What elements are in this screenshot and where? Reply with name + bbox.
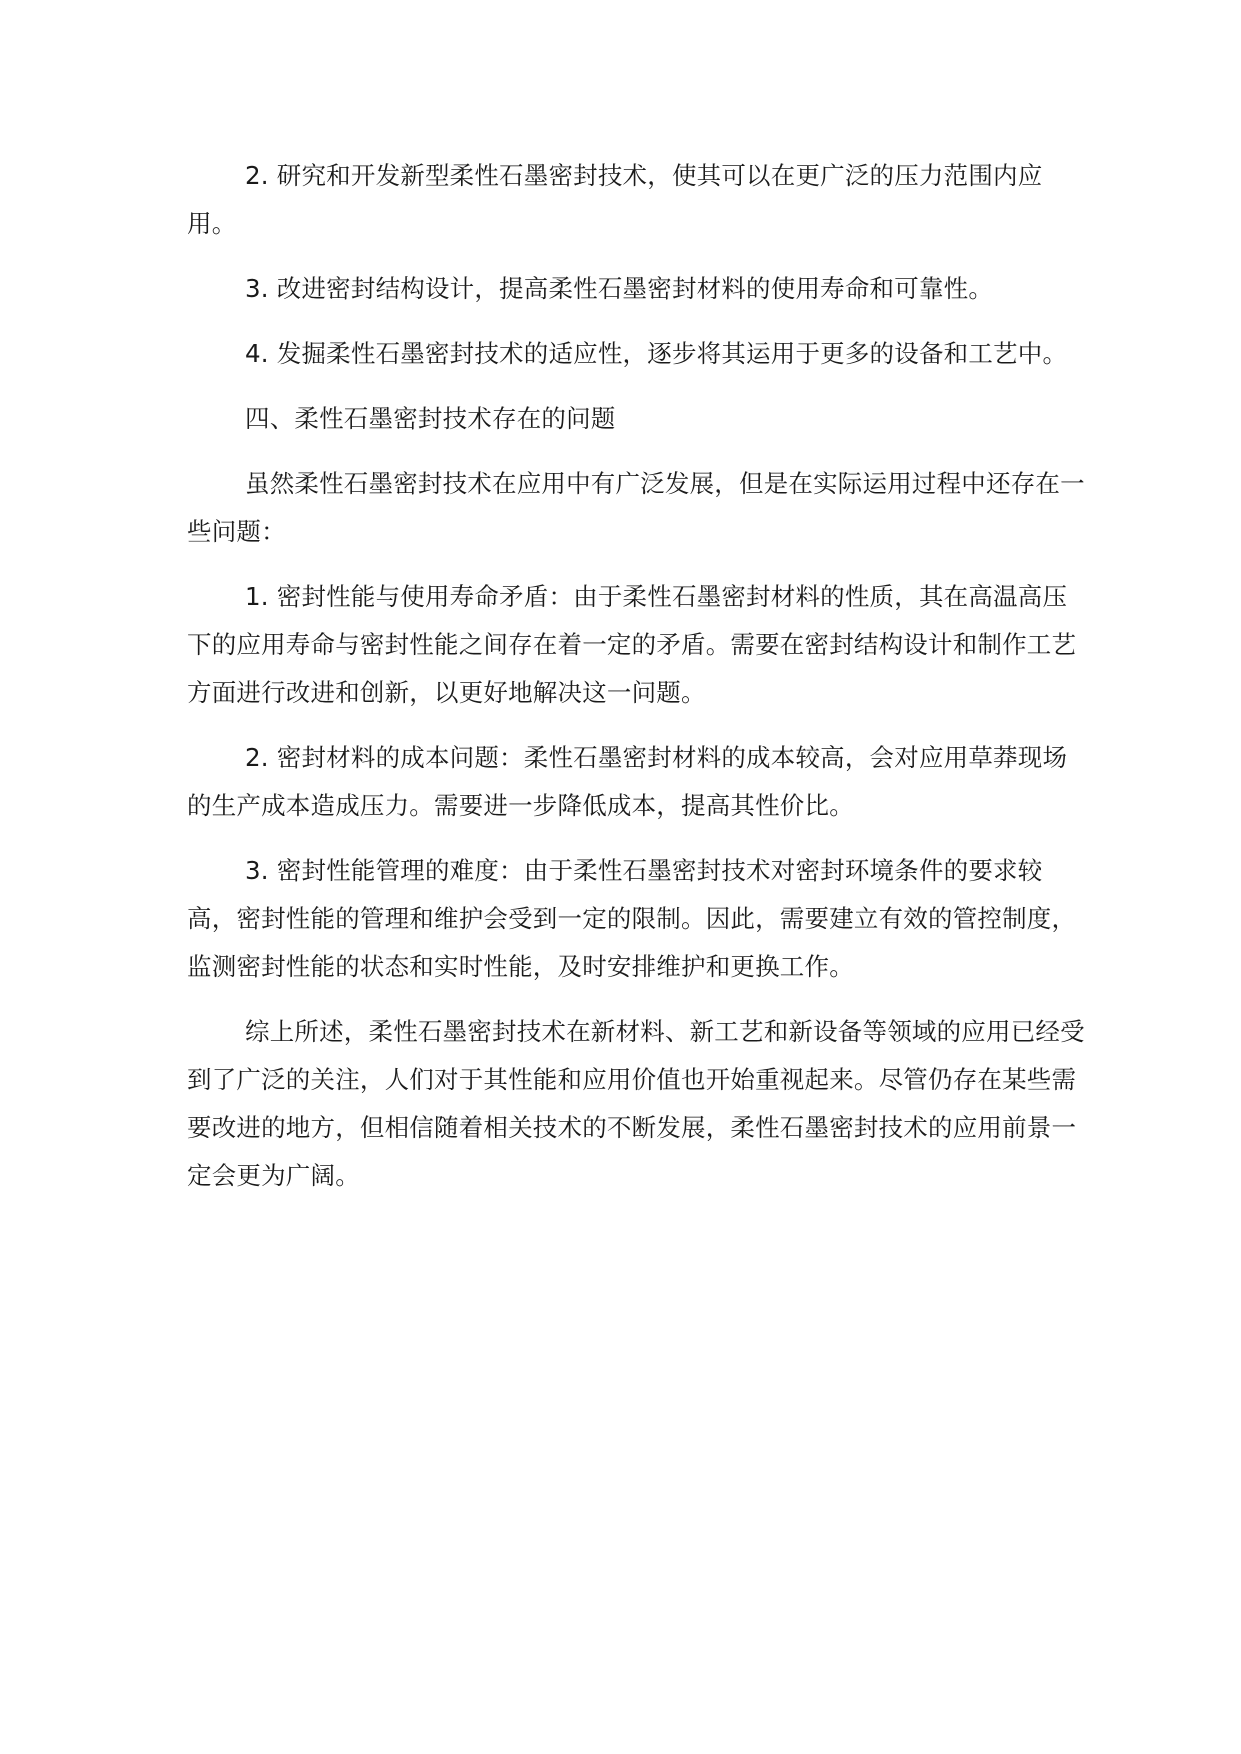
paragraph-adaptability: 4. 发掘柔性石墨密封技术的适应性，逐步将其运用于更多的设备和工艺中。 bbox=[245, 339, 1068, 368]
document-body bbox=[187, 152, 1087, 1217]
paragraph-problem-management: 3. 密封性能管理的难度：由于柔性石墨密封技术对密封环境条件的要求较高，密封性能的管理和维护会受到一定的限制。因此，需要建立有效的管控制度，监测密封性能的状态和实时性能，及时安排维护和更换工作。 bbox=[187, 856, 1077, 981]
paragraph-problems-intro: 虽然柔性石墨密封技术在应用中有广泛发展，但是在实际运用过程中还存在一些问题： bbox=[187, 469, 1085, 546]
section-heading-problems: 四、柔性石墨密封技术存在的问题 bbox=[245, 404, 616, 433]
paragraph-problem-lifespan: 1. 密封性能与使用寿命矛盾：由于柔性石墨密封材料的性质，其在高温高压下的应用寿命与密封性能之间存在着一定的矛盾。需要在密封结构设计和制作工艺方面进行改进和创新，以更好地解决这一问题。 bbox=[187, 582, 1077, 707]
paragraph-improve-structure: 3. 改进密封结构设计，提高柔性石墨密封材料的使用寿命和可靠性。 bbox=[245, 274, 994, 303]
paragraph-problem-cost: 2. 密封材料的成本问题：柔性石墨密封材料的成本较高，会对应用草莽现场的生产成本造成压力。需要进一步降低成本，提高其性价比。 bbox=[187, 743, 1068, 820]
paragraph-research-pressure-range: 2. 研究和开发新型柔性石墨密封技术，使其可以在更广泛的压力范围内应用。 bbox=[187, 161, 1043, 238]
paragraph-conclusion: 综上所述，柔性石墨密封技术在新材料、新工艺和新设备等领域的应用已经受到了广泛的关注，人们对于其性能和应用价值也开始重视起来。尽管仍存在某些需要改进的地方，但相信随着相关技术的不断发展，柔性石墨密封技术的应用前景一定会更为广阔。 bbox=[187, 1017, 1085, 1190]
